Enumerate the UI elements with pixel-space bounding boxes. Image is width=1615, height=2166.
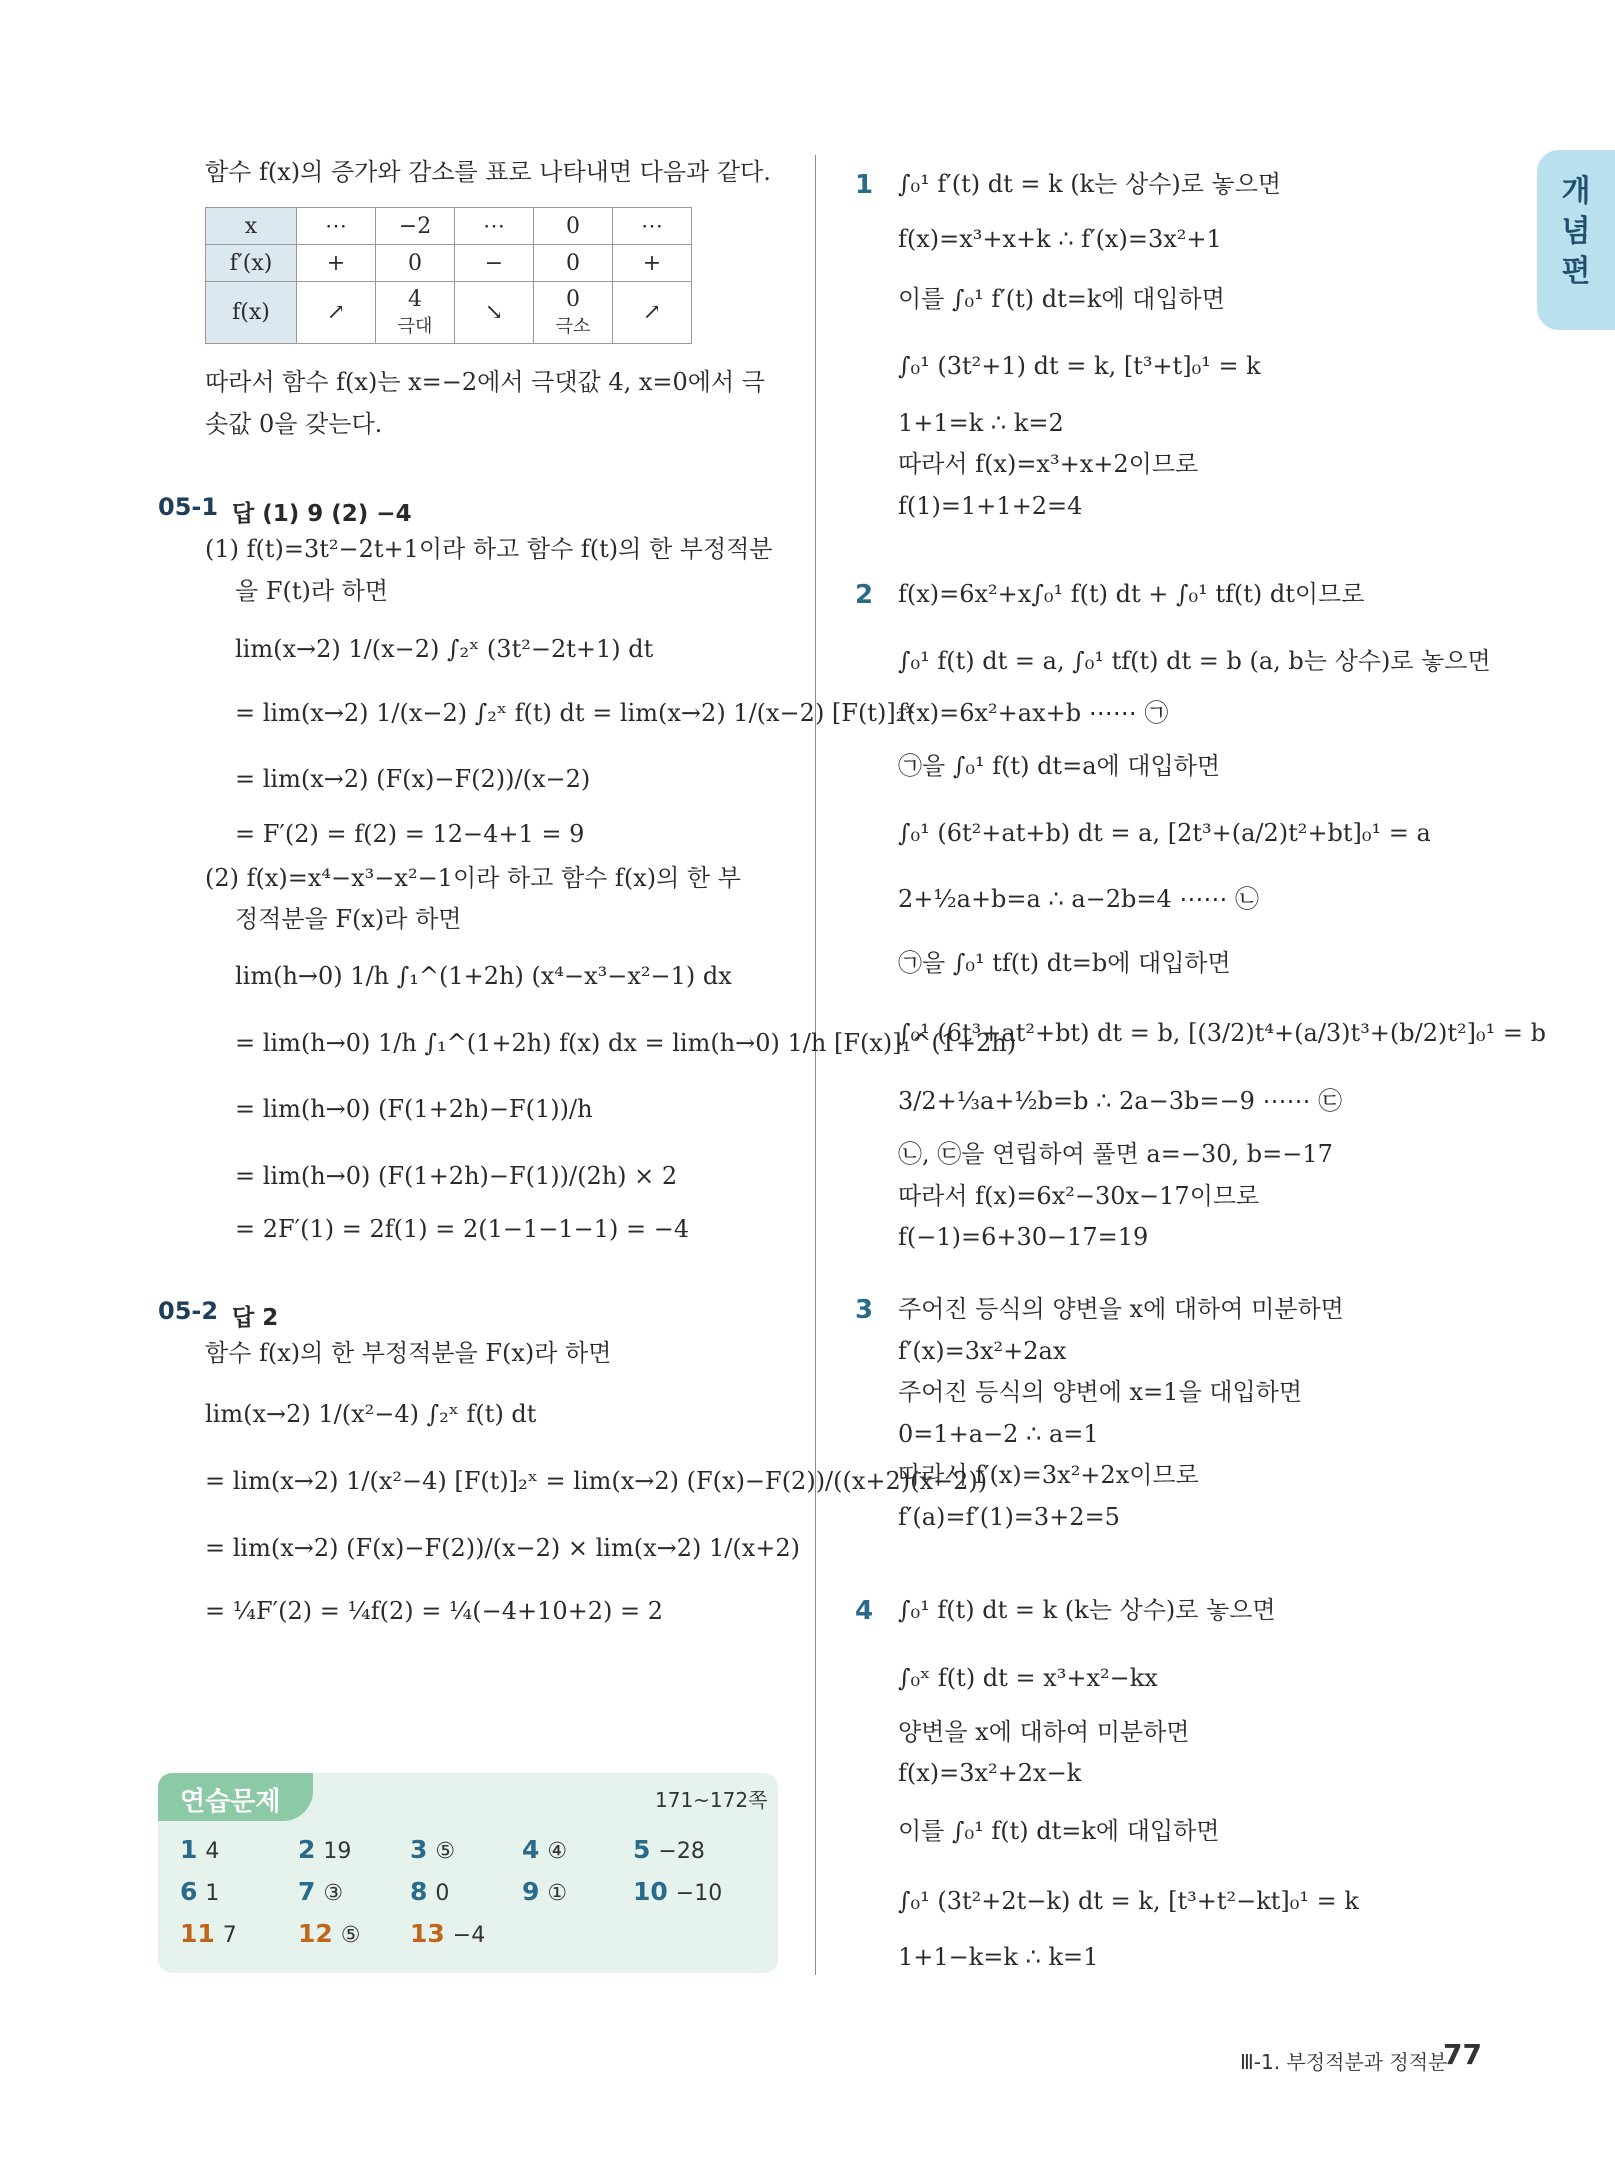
table-cell: x: [206, 208, 297, 245]
math-line: f′(x)=3x²+2ax: [898, 1337, 1067, 1365]
table-cell: ↘: [455, 282, 534, 344]
math-line: ∫₀¹ (3t²+2t−k) dt = k, [t³+t²−kt]₀¹ = k: [898, 1887, 1359, 1915]
practice-value: −28: [658, 1839, 705, 1864]
practice-value: ⑤: [340, 1923, 361, 1948]
practice-number: 2: [298, 1835, 316, 1864]
math-line: ∫₀ˣ f(t) dt = x³+x²−kx: [898, 1664, 1158, 1692]
math-line: 1+1−k=k ∴ k=1: [898, 1943, 1099, 1971]
practice-number: 1: [180, 1835, 198, 1864]
math-line: = lim(x→2) 1/(x²−4) [F(t)]₂ˣ = lim(x→2) (F(x)−F(2))/((x+2)(x−2)): [205, 1467, 988, 1495]
table-cell: ↗: [613, 282, 692, 344]
solution-line: 함수 f(x)의 한 부정적분을 F(x)라 하면: [205, 1339, 612, 1367]
practice-value: ⑤: [435, 1839, 456, 1864]
solution-line: (2) f(x)=x⁴−x³−x²−1이라 하고 함수 f(x)의 한 부: [205, 864, 741, 892]
math-line: 따라서 f(x)=x³+x+2이므로: [898, 450, 1199, 478]
practice-answer: [410, 1835, 455, 1864]
practice-number: 7: [298, 1877, 316, 1906]
chapter-footer: Ⅲ-1. 부정적분과 정적분: [1240, 2050, 1448, 2074]
solution-line: (1) f(t)=3t²−2t+1이라 하고 함수 f(t)의 한 부정적분: [205, 535, 773, 563]
practice-number: 8: [410, 1877, 428, 1906]
practice-value: −4: [452, 1923, 486, 1948]
math-line: 주어진 등식의 양변을 x에 대하여 미분하면: [898, 1295, 1344, 1323]
table-cell: ⋯: [297, 208, 376, 245]
math-line: = ¼F′(2) = ¼f(2) = ¼(−4+10+2) = 2: [205, 1597, 664, 1625]
math-line: 따라서 f(x)=6x²−30x−17이므로: [898, 1182, 1260, 1210]
math-line: lim(x→2) 1/(x−2) ∫₂ˣ (3t²−2t+1) dt: [235, 635, 654, 663]
table-cell: f(x): [206, 282, 297, 344]
practice-answer: [298, 1835, 351, 1864]
table-cell: [376, 282, 455, 344]
math-line: 1+1=k ∴ k=2: [898, 409, 1064, 437]
math-line: = 2F′(1) = 2f(1) = 2(1−1−1−1) = −4: [235, 1215, 690, 1243]
practice-answer: [298, 1877, 343, 1906]
math-line: 따라서 f′(x)=3x²+2x이므로: [898, 1461, 1199, 1489]
math-line: lim(h→0) 1/h ∫₁^(1+2h) (x⁴−x³−x²−1) dx: [235, 962, 732, 990]
practice-answer: [522, 1835, 567, 1864]
math-line: f(1)=1+1+2=4: [898, 492, 1083, 520]
math-line: ∫₀¹ (6t³+at²+bt) dt = b, [(3/2)t⁴+(a/3)t³+(b/2)t²]₀¹ = b: [898, 1019, 1546, 1047]
math-line: = lim(h→0) 1/h ∫₁^(1+2h) f(x) dx = lim(h→0) 1/h [F(x)]₁^(1+2h): [235, 1029, 1017, 1057]
solution-line: 정적분을 F(x)라 하면: [235, 905, 462, 933]
table-row: [206, 282, 692, 344]
practice-value: ③: [323, 1881, 344, 1906]
practice-number: 4: [522, 1835, 540, 1864]
practice-value: 1: [205, 1881, 220, 1906]
math-line: f(x)=6x²+ax+b ⋯⋯ ㉠: [898, 699, 1169, 727]
practice-answer: [633, 1877, 722, 1906]
question-number: 2: [855, 580, 874, 610]
table-cell: +: [613, 245, 692, 282]
practice-value: ①: [547, 1881, 568, 1906]
page-number: 77: [1443, 2038, 1482, 2071]
practice-answer: [180, 1919, 237, 1948]
problem-label: 05-2: [158, 1297, 219, 1325]
math-line: = lim(h→0) (F(1+2h)−F(1))/(2h) × 2: [235, 1162, 678, 1190]
practice-title-tab: [158, 1773, 313, 1821]
math-line: ㉠을 ∫₀¹ f(t) dt=a에 대입하면: [898, 752, 1221, 780]
table-cell: ⋯: [613, 208, 692, 245]
section-tab-label: 개념편: [1561, 174, 1591, 289]
table-cell: +: [297, 245, 376, 282]
math-line: 2+½a+b=a ∴ a−2b=4 ⋯⋯ ㉡: [898, 885, 1260, 913]
conclusion-line: 솟값 0을 갖는다.: [205, 410, 383, 438]
practice-value: ④: [547, 1839, 568, 1864]
table-cell: [534, 282, 613, 344]
practice-value: −10: [675, 1881, 723, 1906]
practice-value: 7: [222, 1923, 237, 1948]
table-row: [206, 245, 692, 282]
practice-answer: [410, 1877, 449, 1906]
answer: 답 (1) 9 (2) −4: [232, 501, 412, 527]
practice-number: 11: [180, 1919, 215, 1948]
practice-page-range: 171~172쪽: [655, 1788, 768, 1812]
practice-number: 3: [410, 1835, 428, 1864]
math-line: f′(a)=f′(1)=3+2=5: [898, 1503, 1120, 1531]
math-line: f(−1)=6+30−17=19: [898, 1223, 1149, 1251]
table-cell: 0: [376, 245, 455, 282]
max-label: 극대: [397, 316, 433, 337]
practice-value: 0: [435, 1881, 450, 1906]
practice-number: 9: [522, 1877, 540, 1906]
math-line: 0=1+a−2 ∴ a=1: [898, 1420, 1099, 1448]
math-line: 이를 ∫₀¹ f′(t) dt=k에 대입하면: [898, 285, 1225, 313]
math-line: 주어진 등식의 양변에 x=1을 대입하면: [898, 1378, 1303, 1406]
practice-value: 4: [205, 1839, 220, 1864]
practice-number: 13: [410, 1919, 445, 1948]
min-value: 0: [566, 287, 580, 312]
math-line: lim(x→2) 1/(x²−4) ∫₂ˣ f(t) dt: [205, 1400, 537, 1428]
table-cell: −: [455, 245, 534, 282]
math-line: 양변을 x에 대하여 미분하면: [898, 1718, 1190, 1746]
table-cell: f′(x): [206, 245, 297, 282]
practice-answer: [180, 1877, 219, 1906]
practice-number: 10: [633, 1877, 668, 1906]
practice-number: 6: [180, 1877, 198, 1906]
answer: 답 2: [232, 1305, 279, 1331]
math-line: = lim(x→2) (F(x)−F(2))/(x−2) × lim(x→2) 1/(x+2): [205, 1534, 800, 1562]
practice-answer: [410, 1919, 485, 1948]
math-line: ∫₀¹ (3t²+1) dt = k, [t³+t]₀¹ = k: [898, 352, 1261, 380]
problem-label: 05-1: [158, 493, 219, 521]
conclusion-line: 따라서 함수 f(x)는 x=−2에서 극댓값 4, x=0에서 극: [205, 368, 765, 396]
practice-value: 19: [323, 1839, 352, 1864]
practice-answer: [633, 1835, 705, 1864]
math-line: f(x)=3x²+2x−k: [898, 1759, 1082, 1787]
math-line: = lim(x→2) (F(x)−F(2))/(x−2): [235, 765, 591, 793]
practice-answer: [522, 1877, 567, 1906]
math-line: f(x)=x³+x+k ∴ f′(x)=3x²+1: [898, 225, 1222, 253]
math-line: ∫₀¹ f(t) dt = a, ∫₀¹ tf(t) dt = b (a, b는 상수)로 놓으면: [898, 647, 1491, 675]
math-line: ㉠을 ∫₀¹ tf(t) dt=b에 대입하면: [898, 949, 1231, 977]
math-line: ∫₀¹ (6t²+at+b) dt = a, [2t³+(a/2)t²+bt]₀¹ = a: [898, 819, 1431, 847]
practice-number: 5: [633, 1835, 651, 1864]
question-number: 4: [855, 1596, 874, 1626]
practice-answer: [298, 1919, 361, 1948]
practice-title: 연습문제: [180, 1787, 281, 1817]
table-cell: 0: [534, 208, 613, 245]
increase-decrease-table: [205, 207, 692, 344]
table-cell: ⋯: [455, 208, 534, 245]
table-cell: −2: [376, 208, 455, 245]
column-divider: [815, 155, 816, 1975]
math-line: = lim(h→0) (F(1+2h)−F(1))/h: [235, 1095, 593, 1123]
table-cell: 0: [534, 245, 613, 282]
practice-answer: [180, 1835, 219, 1864]
practice-number: 12: [298, 1919, 333, 1948]
solution-line: 을 F(t)라 하면: [235, 577, 389, 605]
intro-text: 함수 f(x)의 증가와 감소를 표로 나타내면 다음과 같다.: [205, 158, 771, 186]
math-line: 3/2+⅓a+½b=b ∴ 2a−3b=−9 ⋯⋯ ㉢: [898, 1087, 1343, 1115]
min-label: 극소: [555, 316, 591, 337]
math-line: = F′(2) = f(2) = 12−4+1 = 9: [235, 820, 585, 848]
math-line: = lim(x→2) 1/(x−2) ∫₂ˣ f(t) dt = lim(x→2) 1/(x−2) [F(t)]₂ˣ: [235, 699, 916, 727]
math-line: f(x)=6x²+x∫₀¹ f(t) dt + ∫₀¹ tf(t) dt이므로: [898, 580, 1365, 608]
question-number: 1: [855, 170, 874, 200]
max-value: 4: [408, 287, 422, 312]
table-cell: ↗: [297, 282, 376, 344]
table-row: [206, 208, 692, 245]
question-number: 3: [855, 1295, 874, 1325]
math-line: 이를 ∫₀¹ f(t) dt=k에 대입하면: [898, 1817, 1220, 1845]
math-line: ∫₀¹ f(t) dt = k (k는 상수)로 놓으면: [898, 1596, 1276, 1624]
section-tab: [1537, 150, 1615, 330]
math-line: ∫₀¹ f′(t) dt = k (k는 상수)로 놓으면: [898, 170, 1282, 198]
math-line: ㉡, ㉢을 연립하여 풀면 a=−30, b=−17: [898, 1140, 1333, 1168]
